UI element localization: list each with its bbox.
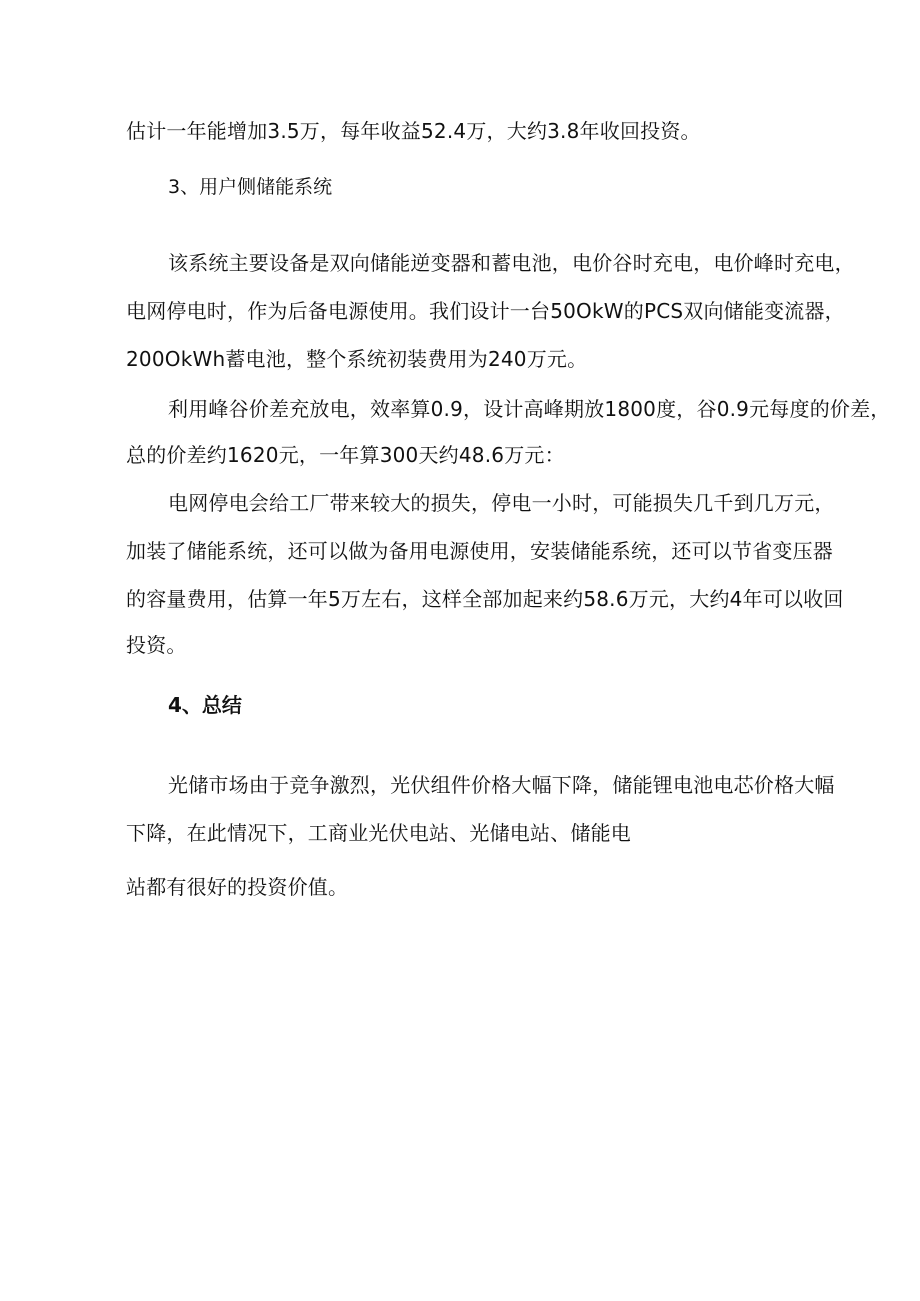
section-3-para1-line3: 200OkWh蓄电池，整个系统初装费用为240万元。	[126, 347, 588, 371]
section-3-para3-line2: 加装了储能系统，还可以做为备用电源使用，安装储能系统，还可以节省变压器	[126, 539, 833, 563]
intro-line: 估计一年能增加3.5万，每年收益52.4万，大约3.8年收回投资。	[126, 119, 701, 143]
section-3-para3-line4: 投资。	[126, 633, 187, 657]
section-3-para3-line3: 的容量费用，估算一年5万左右，这样全部加起来约58.6万元，大约4年可以收回	[126, 587, 844, 611]
section-4-para1-line1: 光储市场由于竞争激烈，光伏组件价格大幅下降，储能锂电池电芯价格大幅	[168, 773, 835, 797]
section-3-para1-line2: 电网停电时，作为后备电源使用。我们设计一台50OkW的PCS双向储能变流器，	[126, 299, 845, 323]
section-3-para1-line1: 该系统主要设备是双向储能逆变器和蓄电池，电价谷时充电，电价峰时充电，	[168, 251, 855, 275]
section-3-para2-line2: 总的价差约1620元，一年算300天约48.6万元：	[126, 443, 565, 467]
section-4-heading: 4、总结	[168, 693, 242, 717]
section-3-heading: 3、用户侧储能系统	[168, 176, 333, 198]
section-4-para1-line3: 站都有很好的投资价值。	[126, 875, 349, 899]
section-3-para3-line1: 电网停电会给工厂带来较大的损失，停电一小时，可能损失几千到几万元，	[168, 491, 835, 515]
section-4-para1-line2: 下降，在此情况下，工商业光伏电站、光储电站、储能电	[126, 821, 631, 845]
section-3-para2-line1: 利用峰谷价差充放电，效率算0.9，设计高峰期放1800度，谷0.9元每度的价差，	[168, 397, 891, 421]
